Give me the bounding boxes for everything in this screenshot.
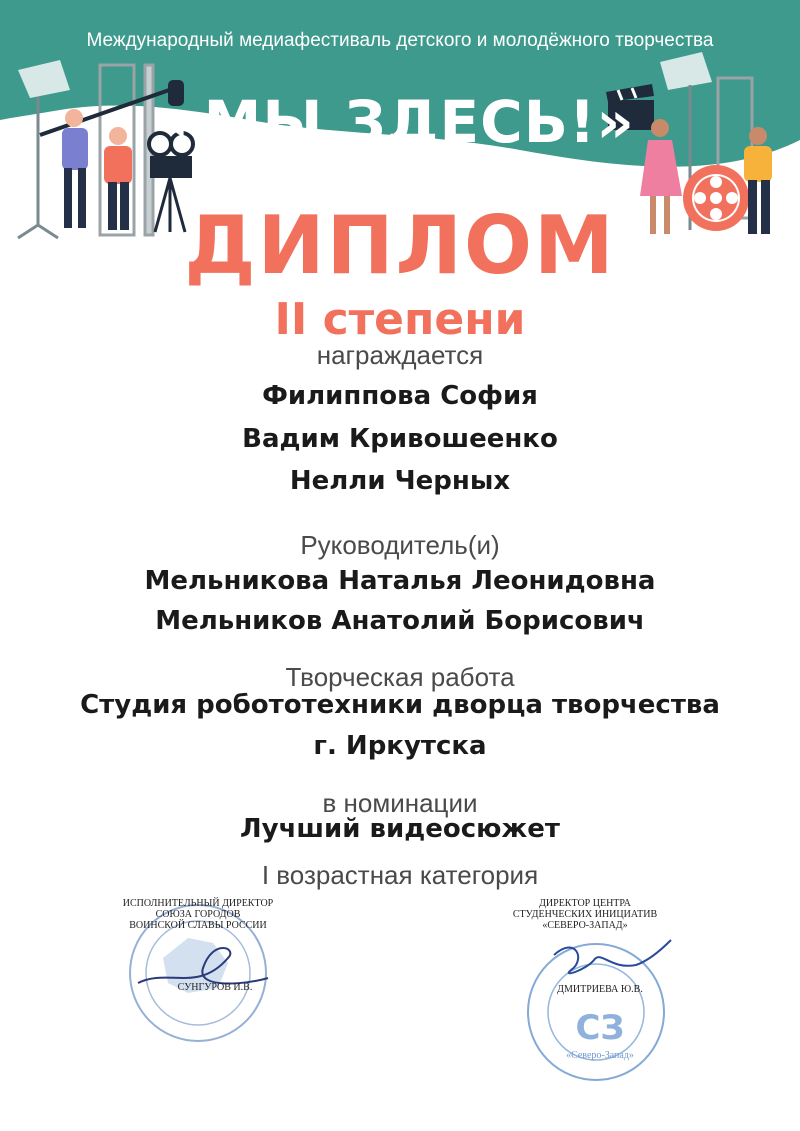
work-city: г. Иркутска bbox=[313, 731, 487, 761]
supervisors-label: Руководитель(и) bbox=[300, 530, 500, 560]
supervisor-name: Мельникова Наталья Леонидовна bbox=[144, 566, 656, 596]
awarded-label: награждается bbox=[316, 340, 484, 370]
diploma-degree: II степени bbox=[274, 294, 526, 345]
festival-subtitle: Международный медиафестиваль детского и молодёжного творчества bbox=[86, 30, 714, 51]
right-signatory-title bbox=[500, 898, 670, 931]
stamp-logo: СЗ bbox=[575, 1008, 625, 1048]
left-signatory-line1: ИСПОЛНИТЕЛЬНЫЙ ДИРЕКТОР bbox=[122, 898, 274, 909]
festival-title: «МЫ ЗДЕСЬ!» bbox=[165, 88, 635, 156]
right-signatory-line3: «СЕВЕРО-ЗАПАД» bbox=[542, 920, 628, 931]
right-signatory-line1: ДИРЕКТОР ЦЕНТРА bbox=[539, 898, 631, 909]
awardee-name: Нелли Черных bbox=[289, 466, 511, 496]
left-signatory-line2: СОЮЗА ГОРОДОВ bbox=[155, 909, 241, 920]
supervisor-name: Мельников Анатолий Борисович bbox=[155, 606, 645, 636]
age-category: I возрастная категория bbox=[261, 860, 539, 890]
work-label: Творческая работа bbox=[285, 662, 515, 692]
awardee-name: Филиппова София bbox=[262, 381, 538, 411]
stamp-caption: «Северо-Запад» bbox=[566, 1050, 634, 1061]
awardee-name: Вадим Кривошеенко bbox=[242, 424, 558, 454]
nomination-label: в номинации bbox=[322, 788, 478, 818]
left-signatory-line3: ВОИНСКОЙ СЛАВЫ РОССИИ bbox=[129, 920, 267, 931]
diploma-title: ДИПЛОМ bbox=[184, 199, 616, 292]
nomination-title: Лучший видеосюжет bbox=[240, 814, 560, 844]
right-signatory-name: ДМИТРИЕВА Ю.В. bbox=[557, 984, 643, 995]
left-signatory-name: СУНГУРОВ И.В. bbox=[177, 982, 253, 993]
left-signatory-title bbox=[118, 898, 278, 931]
work-title: Студия робототехники дворца творчества bbox=[80, 690, 720, 720]
right-signatory-line2: СТУДЕНЧЕСКИХ ИНИЦИАТИВ bbox=[512, 909, 658, 920]
